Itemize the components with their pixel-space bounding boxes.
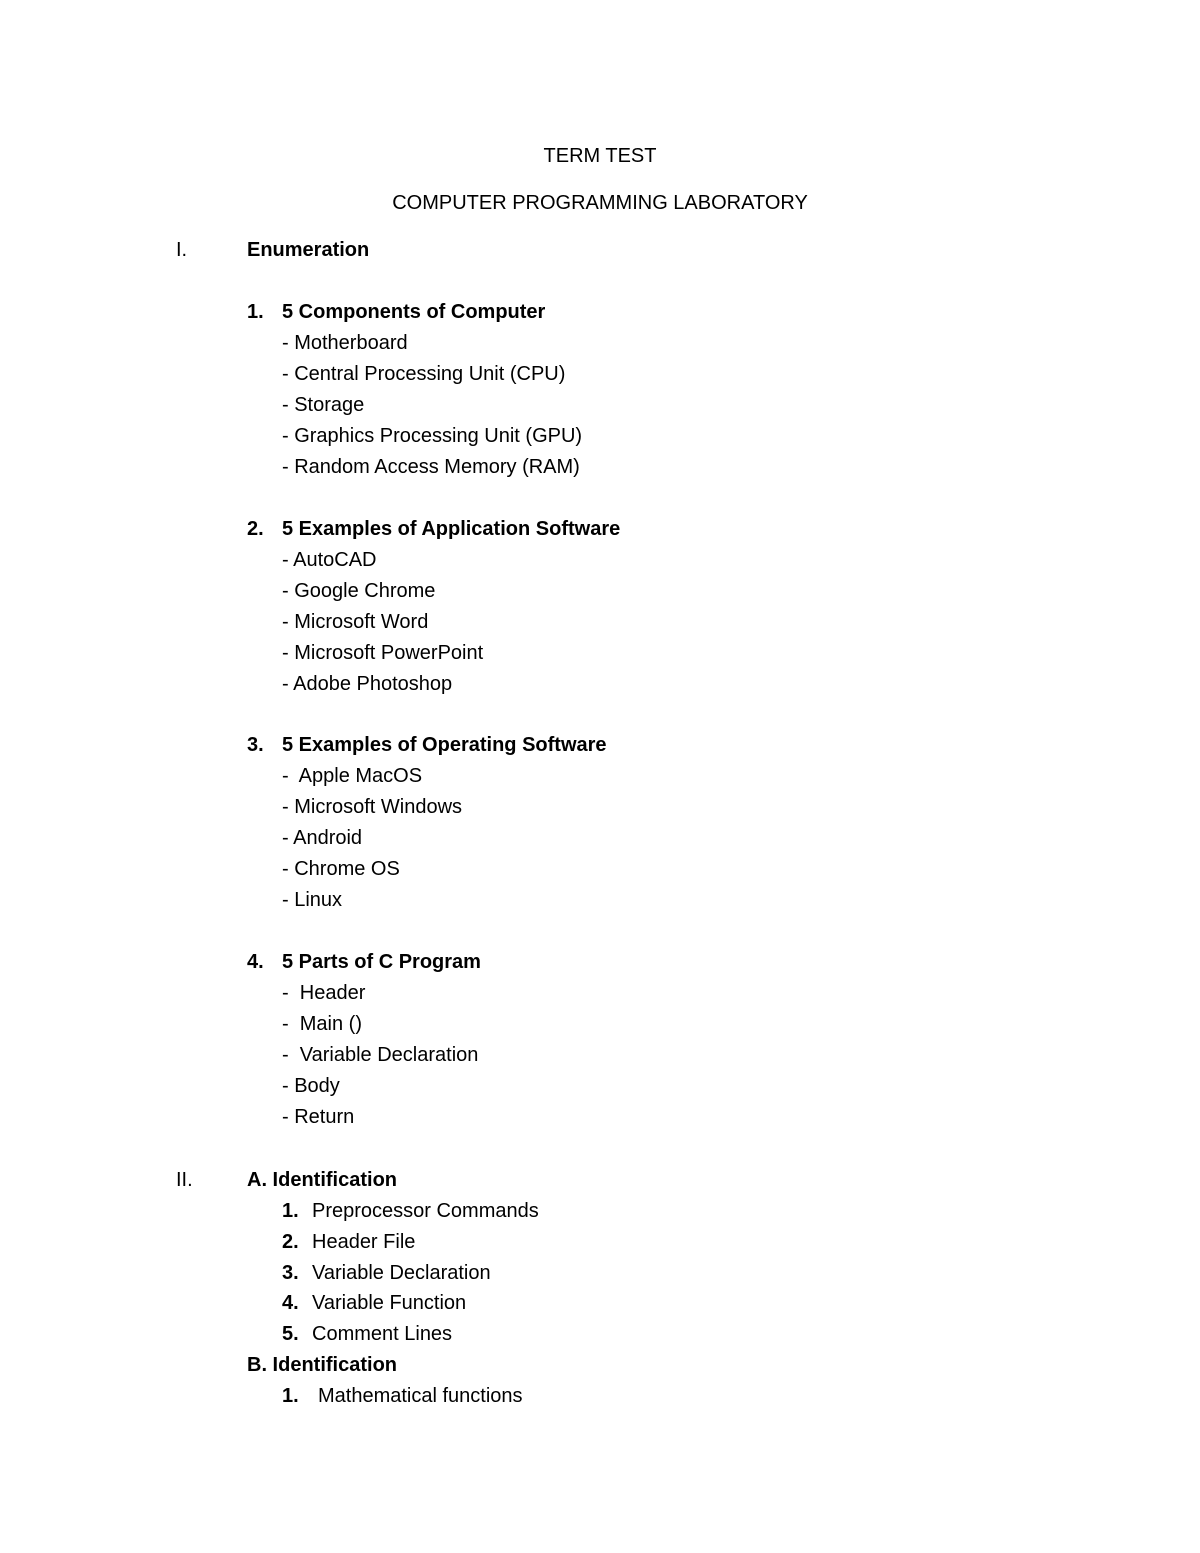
list-entry: - AutoCAD (282, 549, 377, 571)
item-title: 5 Components of Computer (282, 301, 546, 323)
section-heading-b: B. Identification (247, 1354, 397, 1376)
list-entry: - Graphics Processing Unit (GPU) (282, 425, 583, 447)
document-subtitle: COMPUTER PROGRAMMING LABORATORY (392, 192, 808, 214)
section-numeral-1: I. (176, 239, 188, 261)
item-number: 2. (247, 518, 264, 540)
document-title: TERM TEST (543, 145, 657, 167)
list-entry: - Microsoft Windows (282, 796, 463, 818)
list-entry: - Variable Declaration (282, 1044, 479, 1066)
list-entry: - Android (282, 827, 363, 849)
section-heading-a: A. Identification (247, 1169, 397, 1191)
item-number: 2. (282, 1231, 299, 1253)
item-number: 1. (247, 301, 264, 323)
item-number: 4. (282, 1292, 299, 1314)
list-entry: - Header (282, 982, 366, 1004)
list-entry: - Google Chrome (282, 580, 436, 602)
list-entry: - Adobe Photoshop (282, 673, 453, 695)
item-number: 4. (247, 951, 264, 973)
list-entry: - Random Access Memory (RAM) (282, 456, 580, 478)
list-entry: - Microsoft Word (282, 611, 429, 633)
list-entry: - Body (282, 1075, 340, 1097)
list-entry: - Chrome OS (282, 858, 400, 880)
item-title: 5 Parts of C Program (282, 951, 481, 973)
item-title: 5 Examples of Operating Software (282, 734, 607, 756)
identification-answer: Preprocessor Commands (312, 1200, 539, 1222)
list-entry: - Linux (282, 889, 343, 911)
item-number: 1. (282, 1200, 299, 1222)
section-heading-enumeration: Enumeration (247, 239, 370, 261)
item-number: 5. (282, 1323, 299, 1345)
list-entry: - Microsoft PowerPoint (282, 642, 484, 664)
item-number: 3. (247, 734, 264, 756)
identification-answer: Variable Function (312, 1292, 467, 1314)
list-entry: - Motherboard (282, 332, 408, 354)
list-entry: - Return (282, 1106, 355, 1128)
section-numeral-2: II. (176, 1169, 193, 1191)
item-title: 5 Examples of Application Software (282, 518, 621, 540)
list-entry: - Storage (282, 394, 365, 416)
list-entry: - Apple MacOS (282, 765, 423, 787)
list-entry: - Main () (282, 1013, 362, 1035)
identification-answer: Mathematical functions (318, 1385, 523, 1407)
item-number: 3. (282, 1262, 299, 1284)
identification-answer: Comment Lines (312, 1323, 453, 1345)
identification-answer: Variable Declaration (312, 1262, 491, 1284)
item-number: 1. (282, 1385, 299, 1407)
identification-answer: Header File (312, 1231, 416, 1253)
list-entry: - Central Processing Unit (CPU) (282, 363, 566, 385)
